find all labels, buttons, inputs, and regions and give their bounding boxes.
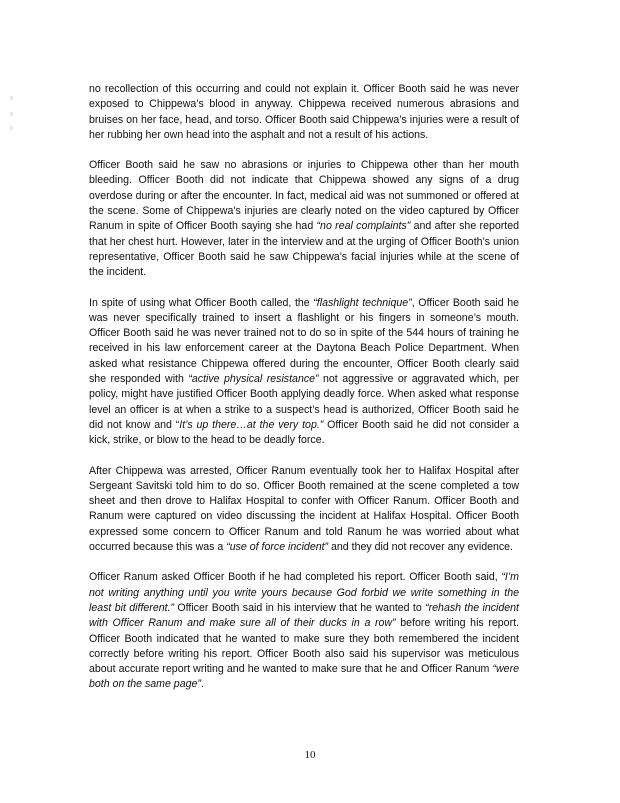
scan-margin-mark	[10, 96, 13, 100]
paragraph-text: Officer Ranum asked Officer Booth if he had completed his report. Officer Booth said,	[89, 571, 502, 584]
paragraph	[89, 82, 519, 143]
quoted-text: “flashlight technique”	[313, 296, 412, 309]
quoted-text: “active physical resistance”	[188, 373, 319, 386]
paragraph-text: before writing his report. Officer Booth indicated that he wanted to make sure they both remembered the incident correctly before writing his report. Officer Booth also said his supervisor was meticulous about accurate report writing and he wanted to make sure that he and Officer Ranum	[89, 617, 519, 676]
paragraph-text: .	[200, 678, 204, 691]
paragraph-text: After Chippewa was arrested, Officer Ranum eventually took her to Halifax Hospital after Sergeant Savitski told him to do so. Officer Booth remained at the scene completed a tow sheet and then drove to Halifax Hospital to confer with Officer Ranum. Officer Booth and Ranum were captured on video discussing the incident at Halifax Hospital. Officer Booth expressed some concern to Officer Ranum and told Ranum he was worried about what occurred because this was a	[89, 464, 519, 554]
scan-margin-mark	[10, 112, 13, 116]
paragraph-text: Officer Booth said in his interview that he wanted to	[174, 601, 426, 614]
document-body	[89, 82, 519, 708]
paragraph	[89, 570, 519, 692]
quoted-text: “I’m not writing anything until you write yours because God forbid we write something in the least bit different.”	[89, 571, 519, 614]
paragraph-text: and after she reported that her chest hurt. However, later in the interview and at the urging of Officer Booth’s union representative, Officer Booth said he saw Chippewa’s facial injuries while at the scene of the incident.	[89, 220, 519, 279]
paragraph	[89, 464, 519, 556]
page-number: 10	[304, 749, 316, 761]
paragraph-text: , Officer Booth said he was never specifically trained to insert a flashlight or his fingers in someone’s mouth. Officer Booth said he was never trained not to do so in spite of the 544 hours of training he received in his law enforcement career at the Daytona Beach Police Department. When asked what resistance Chippewa offered during the encounter, Officer Booth clearly said she responded with	[89, 296, 519, 386]
quoted-text: It’s up there…at the very top.”	[179, 418, 324, 431]
paragraph-text: Officer Booth said he did not consider a kick, strike, or blow to the head to be deadly force.	[89, 418, 519, 447]
paragraph-text: no recollection of this occurring and could not explain it. Officer Booth said he was never exposed to Chippewa’s blood in anyway. Chippewa received numerous abrasions and bruises on her face, head, and torso. Officer Booth said Chippewa’s injuries were a result of her rubbing her own head into the asphalt and not a result of his actions.	[89, 83, 519, 141]
paragraph	[89, 158, 519, 280]
paragraph-text: not aggressive or aggravated which, per policy, might have justified Officer Booth applying deadly force. When asked what response level an officer is at when a strike to a suspect’s head is authorized, Officer Booth said he did not know and “	[89, 373, 520, 431]
quoted-text: “were both on the same page”	[89, 663, 519, 691]
paragraph-text: In spite of using what Officer Booth called, the	[89, 296, 314, 309]
quoted-text: “no real complaints”	[316, 220, 411, 233]
quoted-text: “rehash the incident with Officer Ranum and make sure all of their ducks in a row”	[89, 601, 519, 630]
quoted-text: “use of force incident”	[226, 541, 329, 554]
paragraph-text: Officer Booth said he saw no abrasions or injuries to Chippewa other than her mouth bleeding. Officer Booth did not indicate that Chippewa showed any signs of a drug overdose during or after the encounter. In fact, medical aid was not summoned or offered at the scene. Some of Chippewa’s injuries are clearly noted on the video captured by Officer Ranum in spite of Officer Booth saying she had	[89, 159, 519, 233]
scan-margin-mark	[10, 126, 13, 130]
paragraph	[89, 296, 519, 449]
paragraph-text: and they did not recover any evidence.	[328, 541, 513, 554]
